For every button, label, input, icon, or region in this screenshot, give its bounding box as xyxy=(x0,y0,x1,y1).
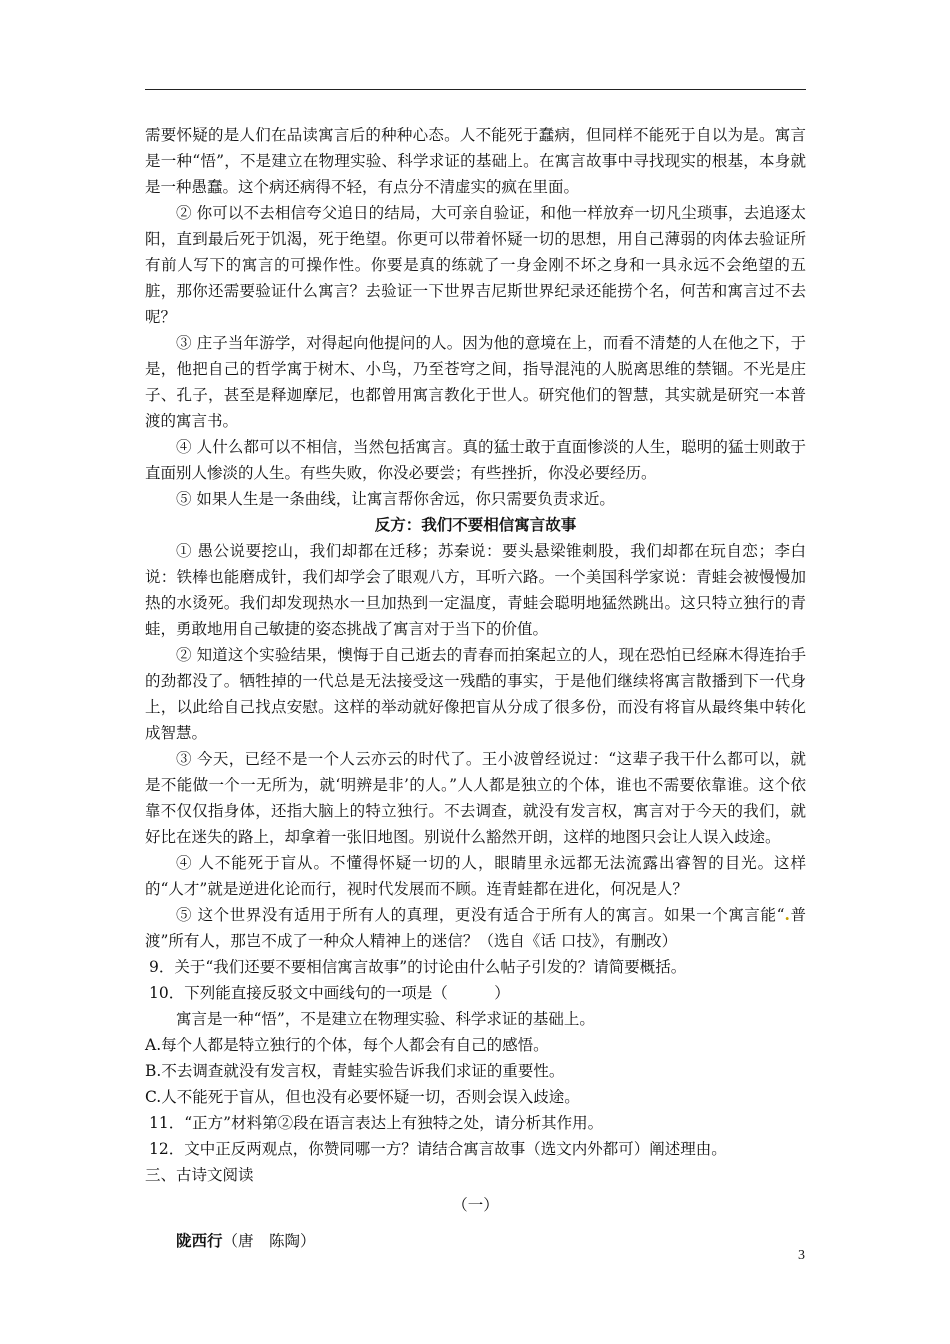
question-10-quote: 寓言是一种“悟”，不是建立在物理实验、科学求证的基础上。 xyxy=(176,1010,595,1028)
paragraph xyxy=(145,902,806,954)
question-11: 11．“正方”材料第②段在语言表达上有独特之处，请分析其作用。 xyxy=(149,1114,604,1132)
paragraph: ④ 人不能死于盲从。不懂得怀疑一切的人，眼睛里永远都无法流露出睿智的目光。这样的“人才”就是逆进化论而行，视时代发展而不顾。连青蛙都在进化，何况是人？ xyxy=(145,854,806,898)
question-10: 10．下列能直接反驳文中画线句的一项是（ ） xyxy=(149,984,510,1002)
header-rule xyxy=(145,89,806,90)
option-a: A.每个人都是特立独行的个体，每个人都会有自己的感悟。 xyxy=(145,1036,549,1054)
emphasis-dot: . xyxy=(784,905,790,924)
section-title: 三、古诗文阅读 xyxy=(145,1166,254,1184)
paragraph-text: ⑤ 这个世界没有适用于所有人的真理，更没有适合于所有人的寓言。如果一个寓言能“ xyxy=(176,906,785,924)
paragraph: ② 知道这个实验结果，懊悔于自己逝去的青春而拍案起立的人，现在恐怕已经麻木得连抬手的劲都没了。牺牲掉的一代总是无法接受这一残酷的事实，于是他们继续将寓言散播到下一代身上，以此给自己找点安慰。这样的举动就好像把盲从分成了很多份，而没有将盲从最终集中转化成智慧。 xyxy=(145,646,806,742)
poem-title-line xyxy=(145,1228,806,1254)
section-heading: 反方：我们不要相信寓言故事 xyxy=(374,515,577,534)
question-12: 12．文中正反两观点，你赞同哪一方？请结合寓言故事（选文内外都可）阐述理由。 xyxy=(149,1140,727,1158)
poem-title: 陇西行 xyxy=(176,1231,223,1250)
question-9: 9．关于“我们还要不要相信寓言故事”的讨论由什么帖子引发的？请简要概括。 xyxy=(149,958,687,976)
paragraph: ④ 人什么都可以不相信，当然包括寓言。真的猛士敢于直面惨淡的人生，聪明的猛士则敢于直面别人惨淡的人生。有些失败，你没必要尝；有些挫折，你没必要经历。 xyxy=(145,438,806,482)
document-body xyxy=(145,122,806,1254)
option-b: B.不去调查就没有发言权，青蛙实验告诉我们求证的重要性。 xyxy=(145,1062,565,1080)
paragraph: ② 你可以不去相信夸父追日的结局，大可亲自验证，和他一样放弃一切凡尘琐事，去追逐太阳，直到最后死于饥渴，死于绝望。你更可以带着怀疑一切的思想，用自己薄弱的肉体去验证所有前人写下的寓言的可操作性。你要是真的练就了一身金刚不坏之身和一具永远不会绝望的五脏，那你还需要验证什么寓言？去验证一下世界吉尼斯世界纪录还能捞个名，何苦和寓言过不去呢？ xyxy=(145,204,806,326)
paragraph: ③ 庄子当年游学，对得起向他提问的人。因为他的意境在上，而看不清楚的人在他之下，于是，他把自己的哲学寓于树木、小鸟，乃至苍穹之间，指导混沌的人脱离思维的禁锢。不光是庄子、孔子，甚至是释迦摩尼，也都曾用寓言教化于世人。研究他们的智慧，其实就是研究一本普渡的寓言书。 xyxy=(145,334,806,430)
poem-author: （唐 陈陶） xyxy=(222,1232,316,1250)
paragraph: 需要怀疑的是人们在品读寓言后的种种心态。人不能死于蠢病，但同样不能死于自以为是。寓言是一种“悟”，不是建立在物理实验、科学求证的基础上。在寓言故事中寻找现实的根基，本身就是一种愚蠢。这个病还病得不轻，有点分不清虚实的疯在里面。 xyxy=(145,126,806,196)
paragraph: ① 愚公说要挖山，我们却都在迁移；苏秦说：要头悬梁锥刺股，我们却都在玩自恋；李白说：铁棒也能磨成针，我们却学会了眼观八方，耳听六路。一个美国科学家说：青蛙会被慢慢加热的水烫死。我们却发现热水一旦加热到一定温度，青蛙会聪明地猛然跳出。这只特立独行的青蛙，勇敢地用自己敏捷的姿态挑战了寓言对于当下的价值。 xyxy=(145,542,806,638)
option-c: C.人不能死于盲从，但也没有必要怀疑一切，否则会误入歧途。 xyxy=(145,1088,580,1106)
page-number: 3 xyxy=(798,1248,805,1263)
paragraph: ⑤ 如果人生是一条曲线，让寓言帮你舍远，你只需要负责求近。 xyxy=(176,490,615,508)
paragraph: ③ 今天，已经不是一个人云亦云的时代了。王小波曾经说过：“这辈子我干什么都可以，就是不能做一个一无所为，就‘明辨是非’的人。”人人都是独立的个体，谁也不需要依靠谁。这个依靠不仅仅指身体，还指大脑上的特立独行。不去调查，就没有发言权，寓言对于今天的我们，就好比在迷失的路上，却拿着一张旧地图。别说什么豁然开朗，这样的地图只会让人误入歧途。 xyxy=(145,750,806,846)
sub-heading: （一） xyxy=(452,1196,499,1214)
paragraph-text: 普渡”所有人，那岂不成了一种众人精神上的迷信？（选自《话 口技》，有删改） xyxy=(145,906,806,950)
